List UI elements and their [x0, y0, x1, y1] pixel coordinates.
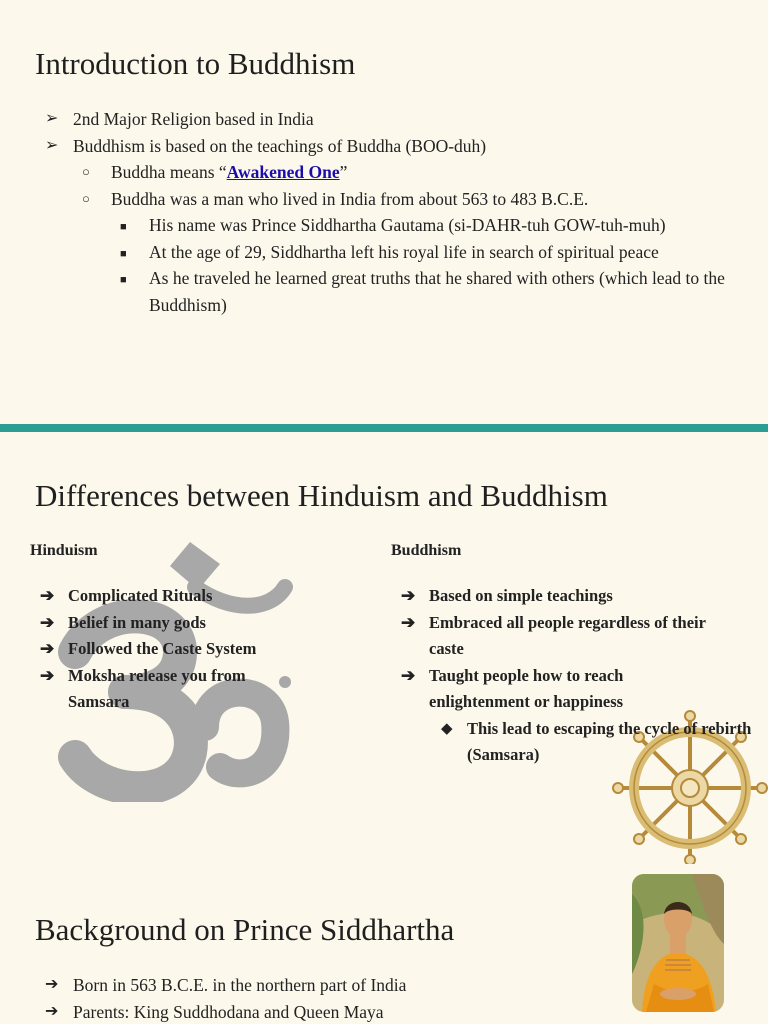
arrow-bullet-icon: ➔ — [401, 612, 416, 632]
circle-bullet-icon: ○ — [82, 164, 90, 179]
list-item: ➔ Belief in many gods — [30, 610, 330, 637]
arrow-bullet-icon: ➔ — [40, 639, 55, 658]
square-bullet-icon: ■ — [120, 221, 127, 233]
hinduism-list — [30, 583, 330, 716]
circle-bullet-icon: ○ — [82, 190, 90, 206]
arrow-bullet-icon: ➔ — [45, 1002, 59, 1020]
slide-introduction — [0, 0, 768, 424]
list-item: ◆ This lead to escaping the cycle of rebirth (Samsara) — [391, 716, 767, 769]
list-item: ➔ Complicated Rituals — [30, 583, 330, 610]
list-item: ■ At the age of 29, Siddhartha left his royal life in search of spiritual peace — [0, 239, 740, 266]
list-item: ○ Buddha was a man who lived in India from about 563 to 483 B.C.E. — [0, 186, 740, 213]
square-bullet-icon: ■ — [120, 247, 127, 260]
hinduism-heading: Hinduism — [30, 542, 98, 559]
arrow-bullet-icon: ➔ — [401, 665, 416, 685]
background-bullet-list — [0, 972, 600, 1024]
list-item: ➔ Based on simple teachings — [391, 583, 711, 610]
arrow-bullet-icon: ➔ — [40, 612, 55, 632]
list-item: ➔ Followed the Caste System — [30, 636, 330, 663]
slide-divider — [0, 424, 768, 432]
list-item: ■ His name was Prince Siddhartha Gautama (si-DAHR-tuh GOW-tuh-muh) — [0, 212, 740, 239]
list-item: ➢ 2nd Major Religion based in India — [0, 106, 740, 133]
list-item: ➔ Embraced all people regardless of their caste — [391, 610, 711, 663]
square-bullet-icon: ■ — [120, 274, 127, 286]
slide-title: Introduction to Buddhism — [35, 46, 356, 81]
arrowhead-bullet-icon: ➢ — [45, 110, 59, 127]
awakened-one-link[interactable]: Awakened One — [226, 162, 340, 182]
list-item: ➔ Taught people how to reach enlightenment or happiness — [391, 663, 711, 716]
list-item: ○ Buddha means “Awakened One” — [0, 159, 740, 186]
diamond-bullet-icon: ◆ — [441, 720, 453, 737]
intro-bullet-list — [0, 106, 740, 318]
slide-differences — [0, 432, 768, 864]
arrow-bullet-icon: ➔ — [401, 586, 416, 605]
slide-title: Differences between Hinduism and Buddhism — [35, 478, 608, 513]
arrow-bullet-icon: ➔ — [40, 586, 55, 605]
list-item: ➔ Parents: King Suddhodana and Queen Maya — [0, 999, 600, 1024]
list-item: ➔ Moksha release you from Samsara — [30, 663, 293, 716]
slide-background — [0, 864, 768, 1024]
list-item: ➢ Buddhism is based on the teachings of Buddha (BOO-duh) — [0, 133, 740, 160]
arrow-bullet-icon: ➔ — [40, 665, 55, 685]
arrow-bullet-icon: ➔ — [45, 976, 59, 993]
list-item: ■ As he traveled he learned great truths that he shared with others (which lead to the Buddhism) — [120, 268, 725, 315]
buddhism-heading: Buddhism — [391, 542, 462, 559]
buddha-illustration-icon — [632, 874, 724, 1012]
slide-title: Background on Prince Siddhartha — [35, 912, 455, 947]
buddhism-list — [391, 583, 752, 769]
arrowhead-bullet-icon: ➢ — [45, 136, 59, 154]
list-item: ➔ Born in 563 B.C.E. in the northern part of India — [0, 972, 600, 999]
